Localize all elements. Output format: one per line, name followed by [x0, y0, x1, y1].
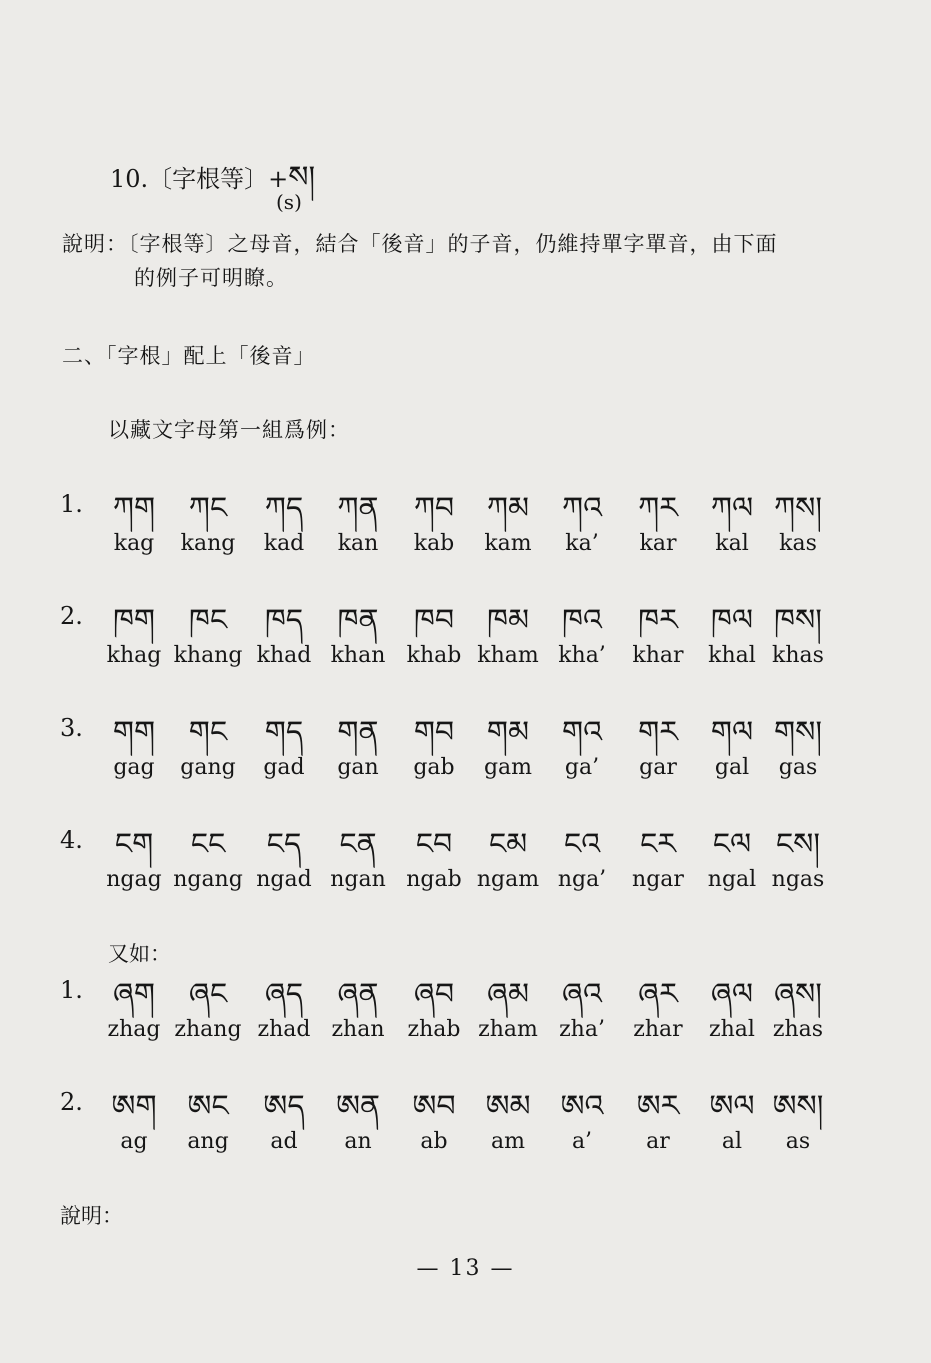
tibetan-syllable: ངད [266, 827, 302, 862]
example-row [0, 1088, 931, 1168]
syllable-cell [166, 490, 250, 558]
tibetan-syllable: ཀར [638, 491, 678, 526]
tibetan-syllable: གམ [486, 715, 530, 750]
syllable-cell [92, 1088, 176, 1156]
syllable-cell [616, 1088, 700, 1156]
tibetan-syllable: ཀམ [486, 491, 530, 526]
example-row [0, 826, 931, 906]
tibetan-syllable: ཞང [188, 977, 228, 1012]
romanization: khal [708, 643, 756, 668]
syllable-cell [316, 976, 400, 1044]
tibetan-syllable: ཞའ [562, 977, 602, 1012]
romanization: kam [484, 531, 532, 556]
tibetan-syllable: གང [188, 715, 228, 750]
romanization: zhas [772, 1017, 824, 1042]
romanization: kan [337, 531, 379, 556]
tibetan-syllable: ངང [190, 827, 226, 862]
row-number: 1. [60, 976, 83, 1004]
syllable-cell [756, 490, 840, 558]
romanization: gar [639, 755, 677, 780]
tibetan-syllable: ཁམ [486, 603, 530, 638]
romanization: ad [270, 1129, 298, 1154]
syllable-cell [316, 1088, 400, 1156]
syllable-cell [616, 826, 700, 894]
romanization: zhang [174, 1017, 242, 1042]
romanization: gang [180, 755, 236, 780]
tibetan-syllable: ཞམ [486, 977, 530, 1012]
romanization: kag [113, 531, 155, 556]
romanization: khang [173, 643, 243, 668]
tibetan-syllable: ཁག [112, 603, 156, 638]
syllable-cell [316, 602, 400, 670]
romanization: gag [113, 755, 155, 780]
romanization: ga’ [564, 755, 600, 780]
syllable-cell [466, 826, 550, 894]
romanization: ngar [632, 867, 684, 892]
romanization: zhar [633, 1017, 683, 1042]
tibetan-syllable: ཀད [264, 491, 304, 526]
syllable-cell [242, 714, 326, 782]
tibetan-syllable: ཨང [187, 1089, 229, 1124]
romanization: kham [477, 643, 539, 668]
heading-10 [110, 144, 315, 228]
tibetan-syllable: ཁང [188, 603, 228, 638]
explanation-end: 說明： [60, 1204, 123, 1228]
tibetan-syllable: ཁབ [413, 603, 455, 638]
explanation-line-2: 的例子可明瞭。 [134, 266, 288, 290]
romanization: khad [256, 643, 312, 668]
romanization: gad [263, 755, 305, 780]
romanization: al [721, 1129, 743, 1154]
syllable-cell [466, 714, 550, 782]
romanization: gan [337, 755, 379, 780]
romanization: zhan [331, 1017, 385, 1042]
tibetan-syllable: ཀང [188, 491, 228, 526]
tibetan-syllable: གལ [710, 715, 754, 750]
syllable-cell [92, 976, 176, 1044]
tibetan-syllable: ཀག [112, 491, 156, 526]
tibetan-syllable: གག [112, 715, 156, 750]
romanization: khan [330, 643, 386, 668]
romanization: gal [714, 755, 750, 780]
romanization: gas [778, 755, 818, 780]
romanization: ngal [707, 867, 757, 892]
tibetan-syllable: ཨས། [772, 1089, 824, 1124]
romanization: an [344, 1129, 372, 1154]
tibetan-syllable: ཀས། [773, 491, 823, 526]
tibetan-syllable: ཨལ [709, 1089, 755, 1124]
tibetan-syllable: ངམ [488, 827, 528, 862]
syllable-cell [166, 602, 250, 670]
also-label: 又如： [108, 942, 171, 966]
romanization: khab [406, 643, 462, 668]
romanization: am [491, 1129, 525, 1154]
romanization: zham [478, 1017, 538, 1042]
romanization: ngan [330, 867, 386, 892]
heading-tibetan: ས། [288, 160, 316, 195]
syllable-cell [92, 826, 176, 894]
syllable-cell [466, 976, 550, 1044]
tibetan-syllable: ཨམ [485, 1089, 531, 1124]
syllable-cell [242, 826, 326, 894]
tibetan-syllable: ཞས། [774, 977, 822, 1012]
romanization: nga’ [557, 867, 607, 892]
romanization: ngab [406, 867, 462, 892]
heading-romanization: (s) [276, 190, 302, 214]
syllable-cell [92, 714, 176, 782]
tibetan-syllable: ངག [114, 827, 154, 862]
romanization: ang [187, 1129, 229, 1154]
romanization: ngang [173, 867, 243, 892]
romanization: zhal [709, 1017, 755, 1042]
romanization: kab [413, 531, 455, 556]
syllable-cell [616, 490, 700, 558]
tibetan-syllable: ཨད [263, 1089, 305, 1124]
romanization: gam [483, 755, 533, 780]
syllable-cell [756, 602, 840, 670]
syllable-cell [756, 976, 840, 1044]
intro-text: 以藏文字母第一組爲例： [108, 418, 350, 442]
syllable-cell [242, 1088, 326, 1156]
romanization: ka’ [565, 531, 599, 556]
tibetan-syllable: གའ [561, 715, 603, 750]
syllable-cell [540, 826, 624, 894]
syllable-cell [466, 1088, 550, 1156]
romanization: ngam [476, 867, 540, 892]
tibetan-syllable: ཞད [264, 977, 304, 1012]
syllable-cell [242, 976, 326, 1044]
tibetan-syllable: ཨབ [412, 1089, 456, 1124]
tibetan-syllable: ཞག [112, 977, 156, 1012]
romanization: ngad [256, 867, 312, 892]
syllable-cell [616, 602, 700, 670]
tibetan-syllable: ཀལ [710, 491, 754, 526]
example-row [0, 976, 931, 1056]
tibetan-syllable: ཨན [335, 1089, 381, 1124]
syllable-cell [540, 976, 624, 1044]
example-row [0, 602, 931, 682]
tibetan-syllable: ཀབ [413, 491, 455, 526]
tibetan-syllable: ངར [640, 827, 676, 862]
tibetan-syllable: གར [638, 715, 678, 750]
romanization: khar [632, 643, 684, 668]
syllable-cell [92, 490, 176, 558]
syllable-cell [166, 976, 250, 1044]
tibetan-syllable: ངན [339, 827, 377, 862]
romanization: gab [413, 755, 455, 780]
syllable-cell [92, 602, 176, 670]
syllable-cell [242, 602, 326, 670]
page-number: — 13 — [416, 1256, 515, 1281]
syllable-cell [242, 490, 326, 558]
tibetan-syllable: ཀའ [561, 491, 603, 526]
syllable-cell [392, 1088, 476, 1156]
tibetan-syllable: ངའ [563, 827, 601, 862]
tibetan-syllable: ཞལ [710, 977, 754, 1012]
romanization: ngas [771, 867, 825, 892]
syllable-cell [756, 826, 840, 894]
tibetan-syllable: ཨའ [560, 1089, 604, 1124]
tibetan-syllable: ཁས། [774, 603, 822, 638]
romanization: ar [646, 1129, 670, 1154]
romanization: as [785, 1129, 811, 1154]
tibetan-syllable: ཁར [638, 603, 678, 638]
tibetan-syllable: ངབ [415, 827, 453, 862]
romanization: kar [639, 531, 677, 556]
romanization: kas [779, 531, 817, 556]
syllable-cell [616, 714, 700, 782]
row-number: 2. [60, 602, 83, 630]
syllable-cell [316, 826, 400, 894]
syllable-cell [392, 826, 476, 894]
syllable-cell [540, 714, 624, 782]
row-number: 3. [60, 714, 83, 742]
tibetan-syllable: གབ [413, 715, 455, 750]
syllable-cell [466, 602, 550, 670]
section-title: 二、「字根」配上「後音」 [62, 344, 316, 368]
tibetan-syllable: ཁལ [710, 603, 754, 638]
syllable-cell [166, 1088, 250, 1156]
syllable-cell [392, 490, 476, 558]
syllable-cell [540, 490, 624, 558]
row-number: 4. [60, 826, 83, 854]
syllable-cell [166, 826, 250, 894]
romanization: a’ [571, 1129, 593, 1154]
syllable-cell [392, 602, 476, 670]
romanization: ag [120, 1129, 148, 1154]
romanization: kal [715, 531, 749, 556]
tibetan-syllable: ངས། [775, 827, 821, 862]
syllable-cell [616, 976, 700, 1044]
romanization: zha’ [559, 1017, 605, 1042]
tibetan-syllable: ཨག [111, 1089, 157, 1124]
tibetan-syllable: ངལ [712, 827, 752, 862]
tibetan-syllable: ཁན [337, 603, 379, 638]
tibetan-syllable: ཞན [337, 977, 379, 1012]
syllable-cell [316, 714, 400, 782]
tibetan-syllable: གད [264, 715, 304, 750]
heading-label: 10.〔字根等〕+ [110, 165, 289, 193]
tibetan-syllable: ཁད [264, 603, 304, 638]
romanization: zhad [257, 1017, 311, 1042]
tibetan-syllable: ཀན [337, 491, 379, 526]
syllable-cell [540, 1088, 624, 1156]
romanization: kha’ [558, 643, 606, 668]
romanization: kang [180, 531, 236, 556]
row-number: 1. [60, 490, 83, 518]
romanization: ngag [106, 867, 162, 892]
syllable-cell [392, 976, 476, 1044]
tibetan-syllable: ཁའ [562, 603, 602, 638]
tibetan-syllable: ཨར [636, 1089, 680, 1124]
romanization: kad [263, 531, 305, 556]
romanization: ab [420, 1129, 448, 1154]
syllable-cell [756, 714, 840, 782]
romanization: khas [772, 643, 824, 668]
syllable-cell [540, 602, 624, 670]
explanation-line-1: 說明：〔字根等〕之母音，結合「後音」的子音，仍維持單字單音，由下面 [62, 232, 778, 256]
syllable-cell [316, 490, 400, 558]
romanization: zhab [407, 1017, 461, 1042]
romanization: zhag [107, 1017, 161, 1042]
tibetan-syllable: གན [337, 715, 379, 750]
romanization: khag [106, 643, 162, 668]
row-number: 2. [60, 1088, 83, 1116]
tibetan-syllable: ཞབ [413, 977, 455, 1012]
tibetan-syllable: གས། [773, 715, 823, 750]
example-row [0, 714, 931, 794]
tibetan-syllable: ཞར [638, 977, 678, 1012]
syllable-cell [392, 714, 476, 782]
syllable-cell [466, 490, 550, 558]
syllable-cell [756, 1088, 840, 1156]
example-row [0, 490, 931, 570]
syllable-cell [166, 714, 250, 782]
